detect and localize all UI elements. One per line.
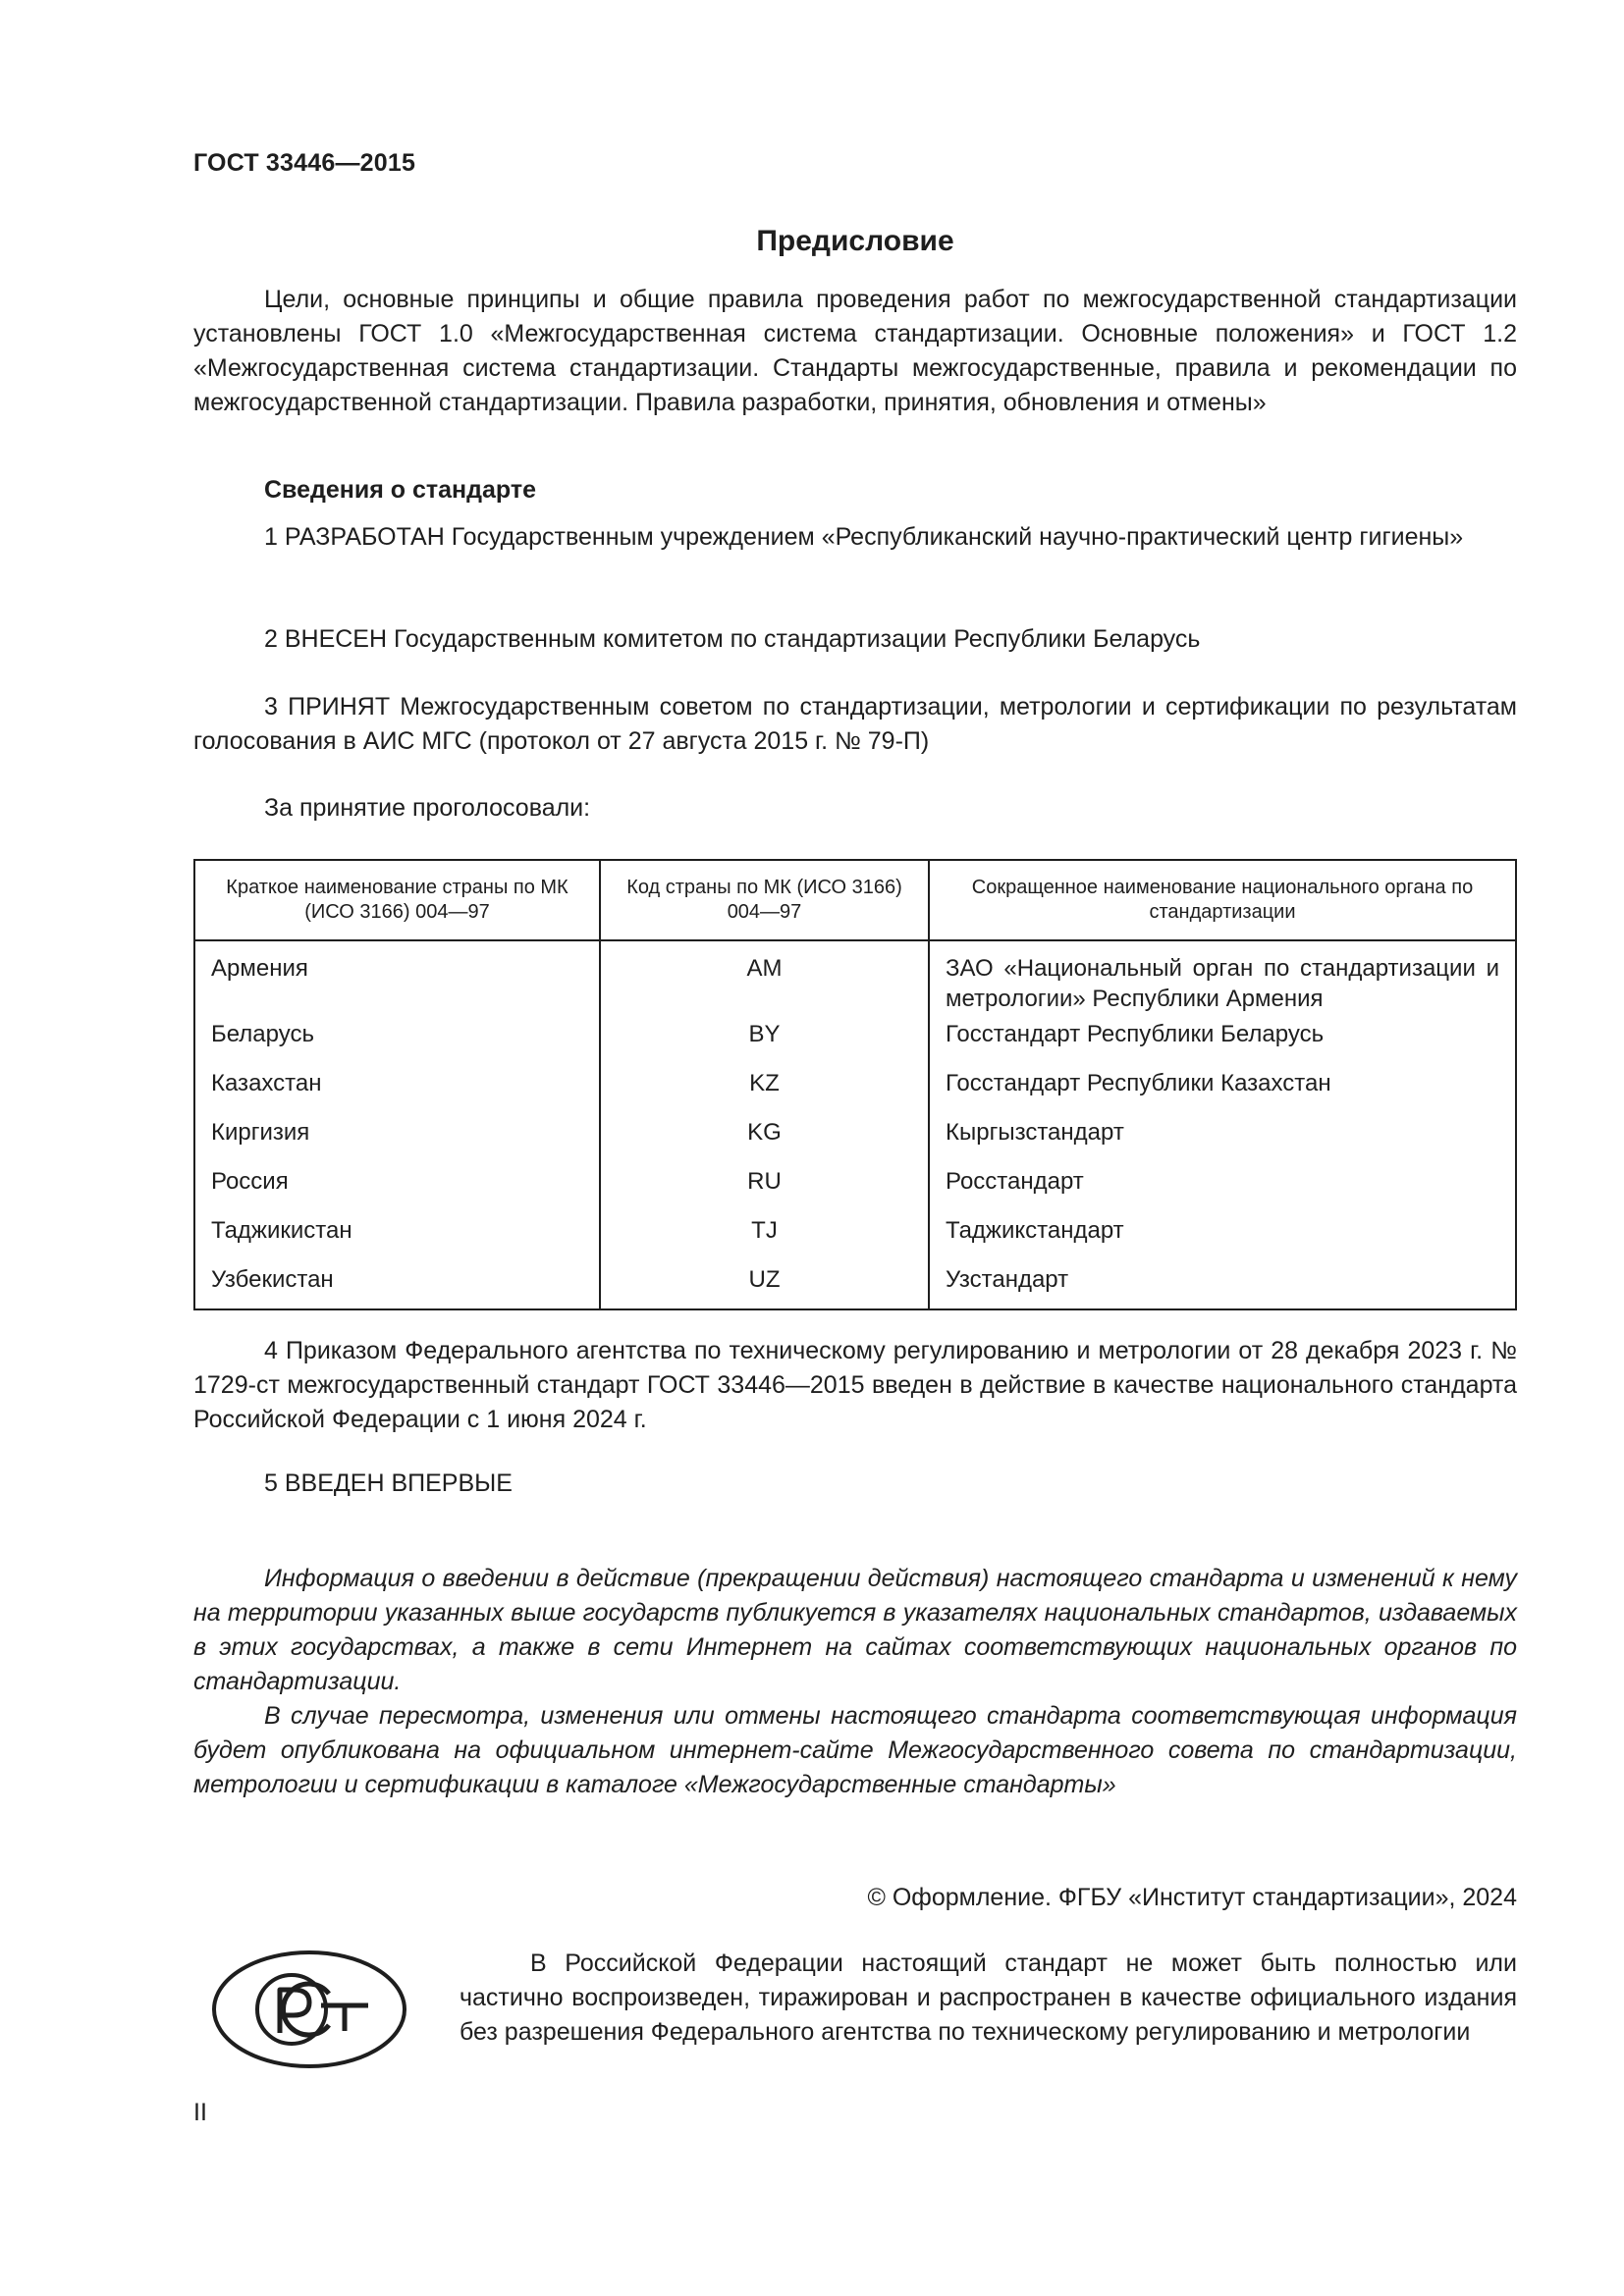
- voting-table: [193, 859, 1517, 1310]
- info-notice-publication: Информация о введении в действие (прекращении действия) настоящего стандарта и изменений к нему на территории указанных выше государств публикуется в указателях национальных стандартов, издаваемых в этих государствах, а также в сети Интернет на сайтах соответствующих национальных органов по стандартизации.: [193, 1565, 1517, 1695]
- info-heading: Сведения о стандарте: [264, 476, 537, 504]
- table-row: [194, 1019, 1516, 1068]
- header-country: Краткое наименование страны по МК (ИСО 3166) 004—97: [194, 860, 600, 940]
- item-introduced: 2 ВНЕСЕН Государственным комитетом по стандартизации Республики Беларусь: [264, 625, 1201, 653]
- table-row: [194, 1117, 1516, 1166]
- page-title: Предисловие: [756, 225, 954, 257]
- rst-certification-mark-icon: [211, 1949, 407, 2070]
- page-number: II: [193, 2099, 207, 2126]
- table-header-row: [194, 860, 1516, 940]
- voted-label: За принятие проголосовали:: [264, 794, 591, 822]
- cell-code: TJ: [600, 1215, 929, 1264]
- cell-country: Казахстан: [194, 1068, 600, 1117]
- cell-country: Таджикистан: [194, 1215, 600, 1264]
- reproduction-notice: В Российской Федерации настоящий стандарт не может быть полностью или частично воспроизведен, тиражирован и распространен в качестве официального издания без разрешения Федерального агентства по техническому регулированию и метрологии: [460, 1949, 1517, 2046]
- table-row: [194, 1068, 1516, 1117]
- item-adopted: 3 ПРИНЯТ Межгосударственным советом по стандартизации, метрологии и сертификации по результатам голосования в АИС МГС (протокол от 27 августа 2015 г. № 79-П): [193, 693, 1517, 755]
- item-developed: 1 РАЗРАБОТАН Государственным учреждением «Республиканский научно-практический центр гигиены»: [264, 523, 1464, 551]
- item-first-introduced: 5 ВВЕДЕН ВПЕРВЫЕ: [264, 1469, 513, 1497]
- cell-national-body: Кыргызстандарт: [946, 1119, 1124, 1146]
- cell-code: BY: [600, 1019, 929, 1068]
- document-page: [193, 0, 1517, 2296]
- intro-paragraph: Цели, основные принципы и общие правила проведения работ по межгосударственной стандартизации установлены ГОСТ 1.0 «Межгосударственная система стандартизации. Основные положения» и ГОСТ 1.2 «Межгосударственная система стандартизации. Стандарты межгосударственные, правила и рекомендации по межгосударственной стандартизации. Правила разработки, принятия, обновления и отмены»: [193, 286, 1517, 416]
- info-notice-revision: В случае пересмотра, изменения или отмены настоящего стандарта соответствующая информация будет опубликована на официальном интернет-сайте Межгосударственного совета по стандартизации, метрологии и сертификации в каталоге «Межгосударственные стандарты»: [193, 1702, 1517, 1798]
- cell-code: UZ: [600, 1264, 929, 1309]
- cell-national-body: Госстандарт Республики Беларусь: [946, 1021, 1325, 1047]
- cell-national-body: Росстандарт: [946, 1168, 1084, 1195]
- cell-code: KG: [600, 1117, 929, 1166]
- standard-code: ГОСТ 33446—2015: [193, 149, 416, 177]
- copyright-line: © Оформление. ФГБУ «Институт стандартизации», 2024: [867, 1884, 1517, 1911]
- table-row: [194, 1215, 1516, 1264]
- cell-country: Киргизия: [194, 1117, 600, 1166]
- cell-national-body: Госстандарт Республики Казахстан: [946, 1070, 1331, 1096]
- cell-code: AM: [600, 940, 929, 1019]
- cell-country: Армения: [194, 940, 600, 1019]
- cell-country: Беларусь: [194, 1019, 600, 1068]
- table-row: [194, 1166, 1516, 1215]
- cell-national-body: Узстандарт: [946, 1266, 1069, 1293]
- cell-national-body: Таджикстандарт: [946, 1217, 1124, 1244]
- header-code: Код страны по МК (ИСО 3166) 004—97: [600, 860, 929, 940]
- table-row: [194, 940, 1516, 1019]
- cell-national-body: ЗАО «Национальный орган по стандартизации и метрологии» Республики Армения: [946, 955, 1499, 1012]
- table-row: [194, 1264, 1516, 1309]
- header-national-body: Сокращенное наименование национального органа по стандартизации: [929, 860, 1516, 940]
- item-order: 4 Приказом Федерального агентства по техническому регулированию и метрологии от 28 декабря 2023 г. № 1729-ст межгосударственный стандарт ГОСТ 33446—2015 введен в действие в качестве национального стандарта Российской Федерации с 1 июня 2024 г.: [193, 1337, 1517, 1433]
- cell-country: Россия: [194, 1166, 600, 1215]
- cell-code: KZ: [600, 1068, 929, 1117]
- cell-country: Узбекистан: [194, 1264, 600, 1309]
- cell-code: RU: [600, 1166, 929, 1215]
